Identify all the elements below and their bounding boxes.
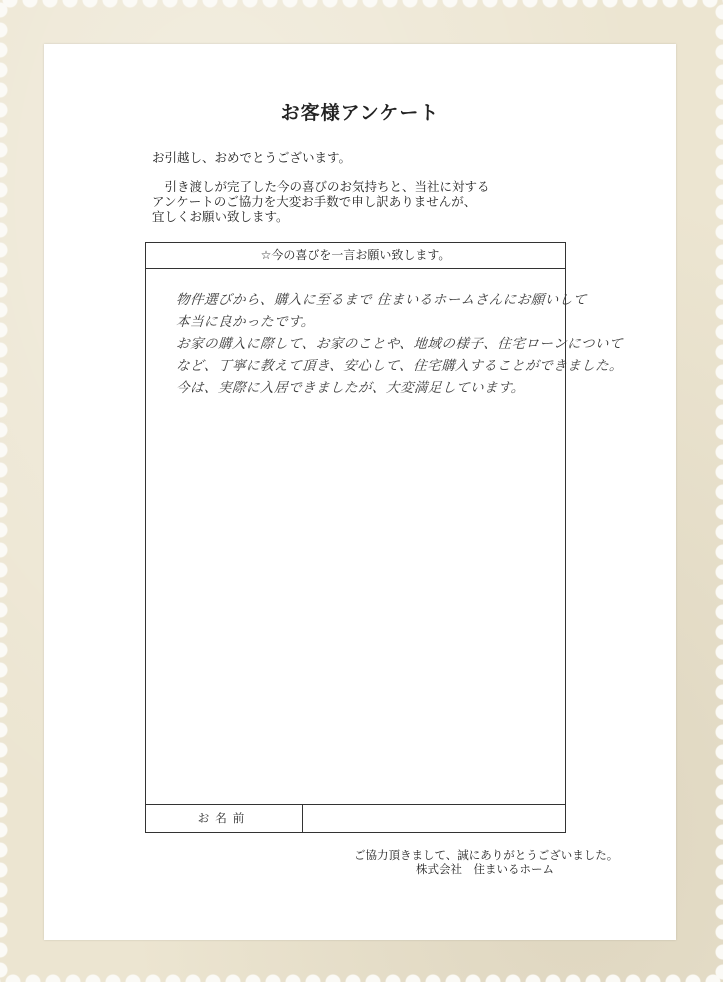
comment-box-header: ☆今の喜びを一言お願い致します。 (146, 243, 565, 269)
intro-line-request-1: 引き渡しが完了した今の喜びのお気持ちと、当社に対する (152, 179, 490, 194)
comment-line: お家の購入に際して、お家のことや、地域の様子、住宅ローンについて (175, 336, 624, 352)
frame-edge-bottom (0, 970, 723, 982)
intro-text (152, 150, 490, 224)
intro-line-request-3: 宜しくお願い致します。 (152, 209, 289, 224)
name-label: お名前 (146, 805, 303, 832)
intro-line-request-2: アンケートのご協力を大変お手数で申し訳ありませんが、 (152, 194, 477, 209)
name-row (146, 804, 565, 832)
frame-edge-top (0, 0, 723, 12)
name-field (303, 805, 565, 832)
frame-edge-right (711, 0, 723, 982)
intro-line-greeting: お引越し、おめでとうございます。 (152, 150, 352, 165)
comment-box (145, 242, 624, 833)
frame-edge-left (0, 0, 12, 982)
footer-company: 株式会社 住まいるホーム (416, 862, 554, 876)
comment-line: 物件選びから、購入に至るまで 住まいるホームさんにお願いして (175, 292, 588, 308)
comment-line: 本当に良かったです。 (175, 314, 316, 330)
comment-line: など、丁寧に教えて頂き、安心して、住宅購入することができました。 (175, 358, 624, 374)
page-title: お客様アンケート (280, 102, 440, 124)
handwritten-comment (175, 289, 624, 399)
survey-sheet (44, 44, 676, 940)
footer-thanks: ご協力頂きまして、誠にありがとうございました。 (354, 848, 619, 862)
comment-line: 今は、実際に入居できましたが、大変満足しています。 (175, 380, 526, 396)
